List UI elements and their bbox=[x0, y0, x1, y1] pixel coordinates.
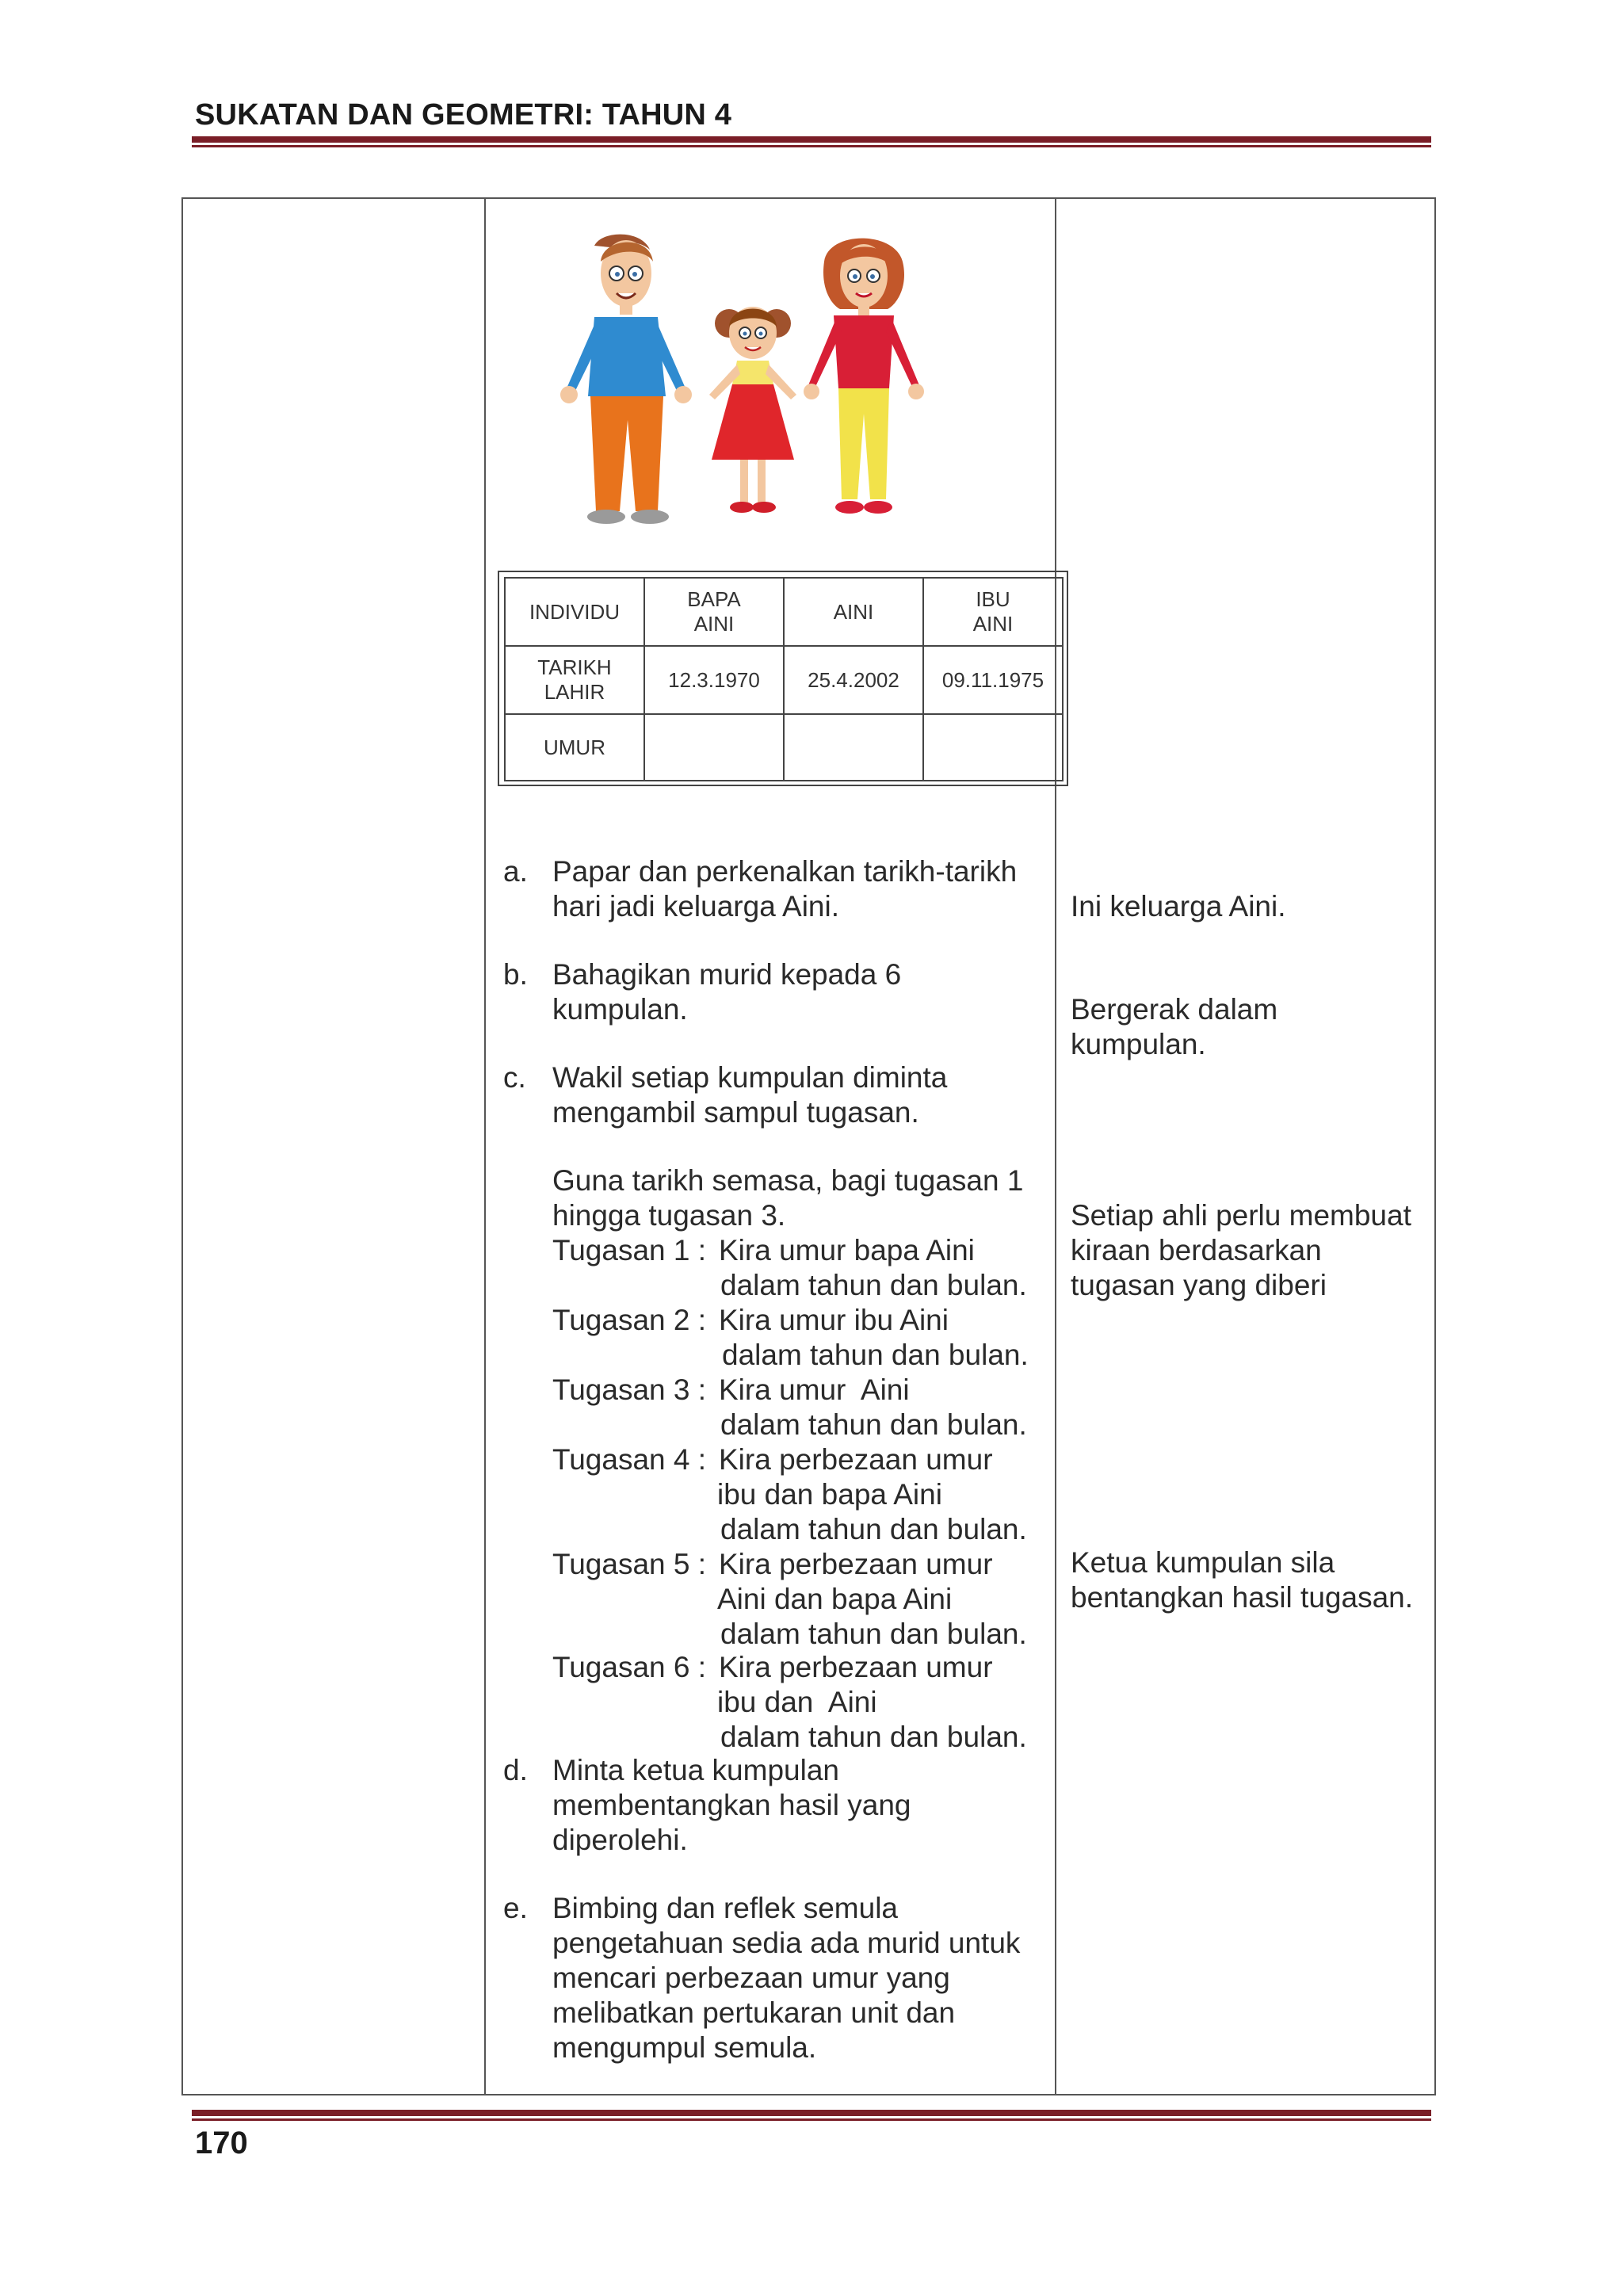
table-row bbox=[505, 646, 1063, 714]
note-grouping: Bergerak dalam kumpulan. bbox=[1071, 993, 1278, 1060]
step-text: Papar dan perkenalkan tarikh-tarikh hari jadi keluarga Aini. bbox=[552, 855, 1018, 923]
step-marker: e. bbox=[503, 1892, 528, 1924]
task-label: Tugasan 3 : bbox=[552, 1373, 707, 1406]
header-cell: IBU AINI bbox=[923, 578, 1063, 646]
task-line: dalam tahun dan bulan. bbox=[720, 1513, 1027, 1545]
row-label: UMUR bbox=[505, 714, 644, 781]
header-cell: INDIVIDU bbox=[505, 578, 644, 646]
table-cell bbox=[923, 714, 1063, 781]
task-line: Kira umur ibu Aini bbox=[719, 1304, 949, 1336]
father-figure bbox=[560, 235, 692, 524]
column-divider-1 bbox=[484, 197, 486, 2095]
step-marker: b. bbox=[503, 958, 528, 991]
step-text: Bahagikan murid kepada 6 kumpulan. bbox=[552, 958, 902, 1026]
task-line: ibu dan bapa Aini bbox=[717, 1478, 942, 1511]
table-cell bbox=[784, 714, 923, 781]
task-line: dalam tahun dan bulan. bbox=[720, 1269, 1027, 1301]
page-header-title: SUKATAN DAN GEOMETRI: TAHUN 4 bbox=[195, 98, 732, 132]
table-cell: 25.4.2002 bbox=[784, 646, 923, 714]
task-label: Tugasan 5 : bbox=[552, 1548, 707, 1580]
task-line: Kira umur Aini bbox=[719, 1373, 910, 1406]
header-rule bbox=[192, 136, 1431, 147]
table-row bbox=[505, 714, 1063, 781]
step-marker: a. bbox=[503, 855, 528, 888]
girl-figure bbox=[709, 307, 796, 513]
task-line: Kira perbezaan umur bbox=[719, 1651, 993, 1683]
task-line: ibu dan Aini bbox=[717, 1686, 877, 1718]
note-calculation: Setiap ahli perlu membuat kiraan berdasarkan tugasan yang diberi bbox=[1071, 1199, 1411, 1301]
task-label: Tugasan 1 : bbox=[552, 1234, 707, 1266]
table-header-row bbox=[505, 578, 1063, 646]
task-label: Tugasan 6 : bbox=[552, 1651, 707, 1683]
header-cell: AINI bbox=[784, 578, 923, 646]
task-line: dalam tahun dan bulan. bbox=[720, 1618, 1027, 1650]
row-label: TARIKH LAHIR bbox=[505, 646, 644, 714]
step-text: Wakil setiap kumpulan diminta mengambil sampul tugasan. bbox=[552, 1061, 948, 1129]
task-label: Tugasan 4 : bbox=[552, 1443, 707, 1476]
step-text: Bimbing dan reflek semula pengetahuan sedia ada murid untuk mencari perbezaan umur yang melibatkan pertukaran unit dan mengumpul semula. bbox=[552, 1892, 1021, 2064]
mother-figure bbox=[804, 239, 924, 514]
header-cell: BAPA AINI bbox=[644, 578, 784, 646]
page-number: 170 bbox=[195, 2126, 248, 2160]
step-text: Minta ketua kumpulan membentangkan hasil yang diperolehi. bbox=[552, 1754, 911, 1856]
note-intro: Ini keluarga Aini. bbox=[1071, 890, 1286, 923]
column-divider-2 bbox=[1055, 197, 1056, 2095]
table-cell: 09.11.1975 bbox=[923, 646, 1063, 714]
task-line: dalam tahun dan bulan. bbox=[722, 1339, 1029, 1371]
task-intro: Guna tarikh semasa, bagi tugasan 1 hingga tugasan 3. bbox=[552, 1164, 1024, 1232]
birthdate-table bbox=[504, 577, 1064, 781]
task-line: Kira perbezaan umur bbox=[719, 1548, 993, 1580]
task-label: Tugasan 2 : bbox=[552, 1304, 707, 1336]
step-marker: d. bbox=[503, 1754, 528, 1786]
task-line: Kira umur bapa Aini bbox=[719, 1234, 975, 1266]
task-line: Kira perbezaan umur bbox=[719, 1443, 993, 1476]
footer-rule bbox=[192, 2110, 1431, 2121]
note-presentation: Ketua kumpulan sila bentangkan hasil tugasan. bbox=[1071, 1546, 1414, 1614]
task-line: dalam tahun dan bulan. bbox=[720, 1721, 1027, 1753]
family-illustration bbox=[547, 230, 959, 547]
table-cell: 12.3.1970 bbox=[644, 646, 784, 714]
task-line: Aini dan bapa Aini bbox=[717, 1583, 953, 1615]
table-cell bbox=[644, 714, 784, 781]
step-marker: c. bbox=[503, 1061, 526, 1094]
task-line: dalam tahun dan bulan. bbox=[720, 1408, 1027, 1441]
